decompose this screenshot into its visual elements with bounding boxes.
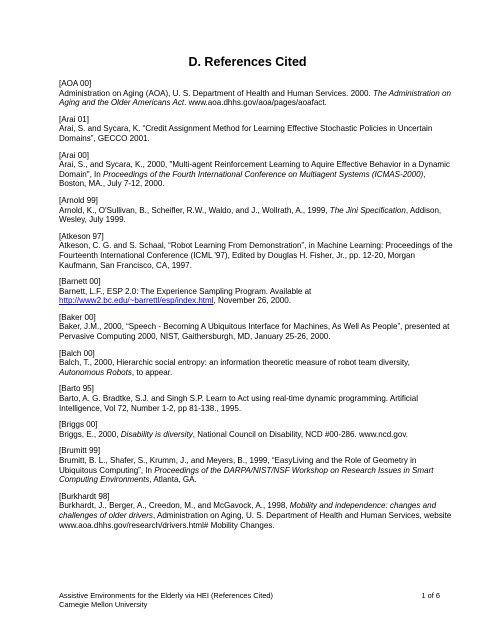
reference-entry xyxy=(59,420,454,439)
reference-text xyxy=(59,206,454,225)
reference-italic-title: Mobility and independence: changes and challenges of older drivers xyxy=(59,501,437,520)
reference-text-segment: Baker, J.M., 2000, “Speech - Becoming A Ubiquitous Interface for Machines, As Well As People”, presented at Pervasive Computing 2000, NIST, Gaithersburgh, MD, January 25-26, 2000. xyxy=(59,322,450,342)
reference-entry xyxy=(59,151,454,189)
reference-entry xyxy=(59,79,454,108)
reference-key: [Atkeson 97] xyxy=(59,231,104,241)
reference-entry xyxy=(59,446,454,484)
reference-text xyxy=(59,322,454,341)
footer-document-title: Assistive Environments for the Elderly via HEI (References Cited) xyxy=(59,591,273,600)
reference-italic-title: Autonomous Robots xyxy=(59,367,132,377)
reference-italic-title: Proceedings of the DARPA/NIST/NSF Workshop on Research Issues in Smart Computing Environments xyxy=(59,465,434,485)
reference-text-segment: Arai, S., and Sycara, K., 2000, "Multi-agent Reinforcement Learning to Aquire Effective Behavior in a Dynamic Domain", In xyxy=(59,160,450,179)
reference-text-segment: , November 26, 2000. xyxy=(213,296,291,306)
reference-key: [Barnett 00] xyxy=(59,277,101,287)
reference-link[interactable]: http://www2.bc.edu/~barrettl/esp/index.html xyxy=(59,296,214,306)
reference-text-segment: Brumitt, B. L., Shafer, S., Krumm, J., and Meyers, B., 1999, “EasyLiving and the Role of Geometry in Ubiquitous Computing”, In xyxy=(59,456,417,475)
reference-text xyxy=(59,124,454,143)
footer-page-number: 1 of 6 xyxy=(421,591,440,600)
reference-text xyxy=(59,430,454,440)
reference-entry xyxy=(59,196,454,225)
reference-italic-title: Disability is diversity xyxy=(120,429,193,439)
reference-entry xyxy=(59,384,454,413)
reference-entry xyxy=(59,313,454,342)
reference-text xyxy=(59,394,454,413)
reference-italic-title: The Administration on Aging and the Older Americans Act xyxy=(59,88,451,108)
reference-text-segment: Administration on Aging (AOA), U. S. Department of Health and Human Services. 2000. xyxy=(59,88,373,98)
reference-text-segment: , to appear. xyxy=(131,367,173,377)
reference-text xyxy=(59,287,454,306)
reference-entry xyxy=(59,277,454,306)
reference-text-segment: Barto, A. G. Bradtke, S.J. and Singh S.P. Learn to Act using real-time dynamic programming. Artificial Intelligence, Vol 72, Number 1-2, pp 81-138., 1995. xyxy=(59,394,419,413)
reference-text xyxy=(59,456,454,485)
reference-key: [Burkhardt 98] xyxy=(59,491,110,501)
reference-key: [Arai 00] xyxy=(59,150,89,160)
reference-key: [Baker 00] xyxy=(59,312,96,322)
references-list xyxy=(59,79,454,537)
reference-text-segment: , National Council on Disability, NCD #00-286. www.ncd.gov. xyxy=(192,429,409,439)
reference-text xyxy=(59,358,454,377)
reference-key: [Balch 00] xyxy=(59,348,95,358)
reference-text-segment: Arnold, K., O'Sullivan, B., Scheifler, R.W., Waldo, and J., Wollrath, A., 1999, xyxy=(59,205,330,215)
reference-italic-title: The Jini Specification xyxy=(329,205,406,215)
reference-key: [Barto 95] xyxy=(59,384,94,394)
reference-entry xyxy=(59,349,454,378)
reference-text xyxy=(59,89,454,108)
reference-entry xyxy=(59,232,454,270)
reference-text-segment: Briggs, E., 2000, xyxy=(59,429,121,439)
reference-text-segment: Barnett, L.F., ESP 2.0: The Experience Sampling Program. Available at xyxy=(59,286,312,296)
reference-text-segment: , Atlanta, GA. xyxy=(149,475,197,485)
reference-text-segment: , Administration on Aging, U. S. Department of Health and Human Services, website www.aoa.dhhs.gov/research/drivers.html# Mobility Changes. xyxy=(59,510,452,530)
reference-key: [Brumitt 99] xyxy=(59,446,101,456)
reference-text xyxy=(59,501,454,530)
reference-italic-title: Proceedings of the Fourth International Conference on Multiagent Systems (ICMAS-2000) xyxy=(103,169,424,179)
reference-text xyxy=(59,241,454,270)
reference-text xyxy=(59,160,454,189)
footer-institution: Carnegie Mellon University xyxy=(59,599,148,609)
reference-text-segment: . www.aoa.dhhs.gov/aoa/pages/aoafact. xyxy=(184,98,327,108)
reference-text-segment: Arai, S. and Sycara, K. “Credit Assignment Method for Learning Effective Stochastic Policies in Uncertain Domains”, GECCO 2001. xyxy=(59,124,433,143)
reference-text-segment: Atkeson, C. G. and S. Schaal, “Robot Learning From Demonstration”, in Machine Learning: Proceedings of the Fourteenth International Conference (ICML '97), Edited by Douglas H. Fisher, Jr., pp. 12-20, Morgan Kaufmann, San Francisco, CA, 1997. xyxy=(59,241,453,270)
reference-text-segment: Balch, T., 2000, Hierarchic social entropy: an information theoretic measure of robot team diversity, xyxy=(59,358,410,368)
page-footer xyxy=(59,592,440,609)
reference-text-segment: , Addison, Wesley, July 1999. xyxy=(59,205,442,225)
reference-entry xyxy=(59,115,454,144)
reference-key: [AOA 00] xyxy=(59,79,92,88)
reference-key: [Arai 01] xyxy=(59,114,89,124)
reference-text-segment: , Boston, MA., July 7-12, 2000. xyxy=(59,169,426,189)
reference-text-segment: Burkhardt, J., Berger, A., Creedon, M., and McGavock, A., 1998, xyxy=(59,501,290,511)
reference-key: [Briggs 00] xyxy=(59,420,98,430)
reference-entry xyxy=(59,492,454,530)
reference-key: [Arnold 99] xyxy=(59,195,98,205)
page-title: D. References Cited xyxy=(188,55,307,69)
